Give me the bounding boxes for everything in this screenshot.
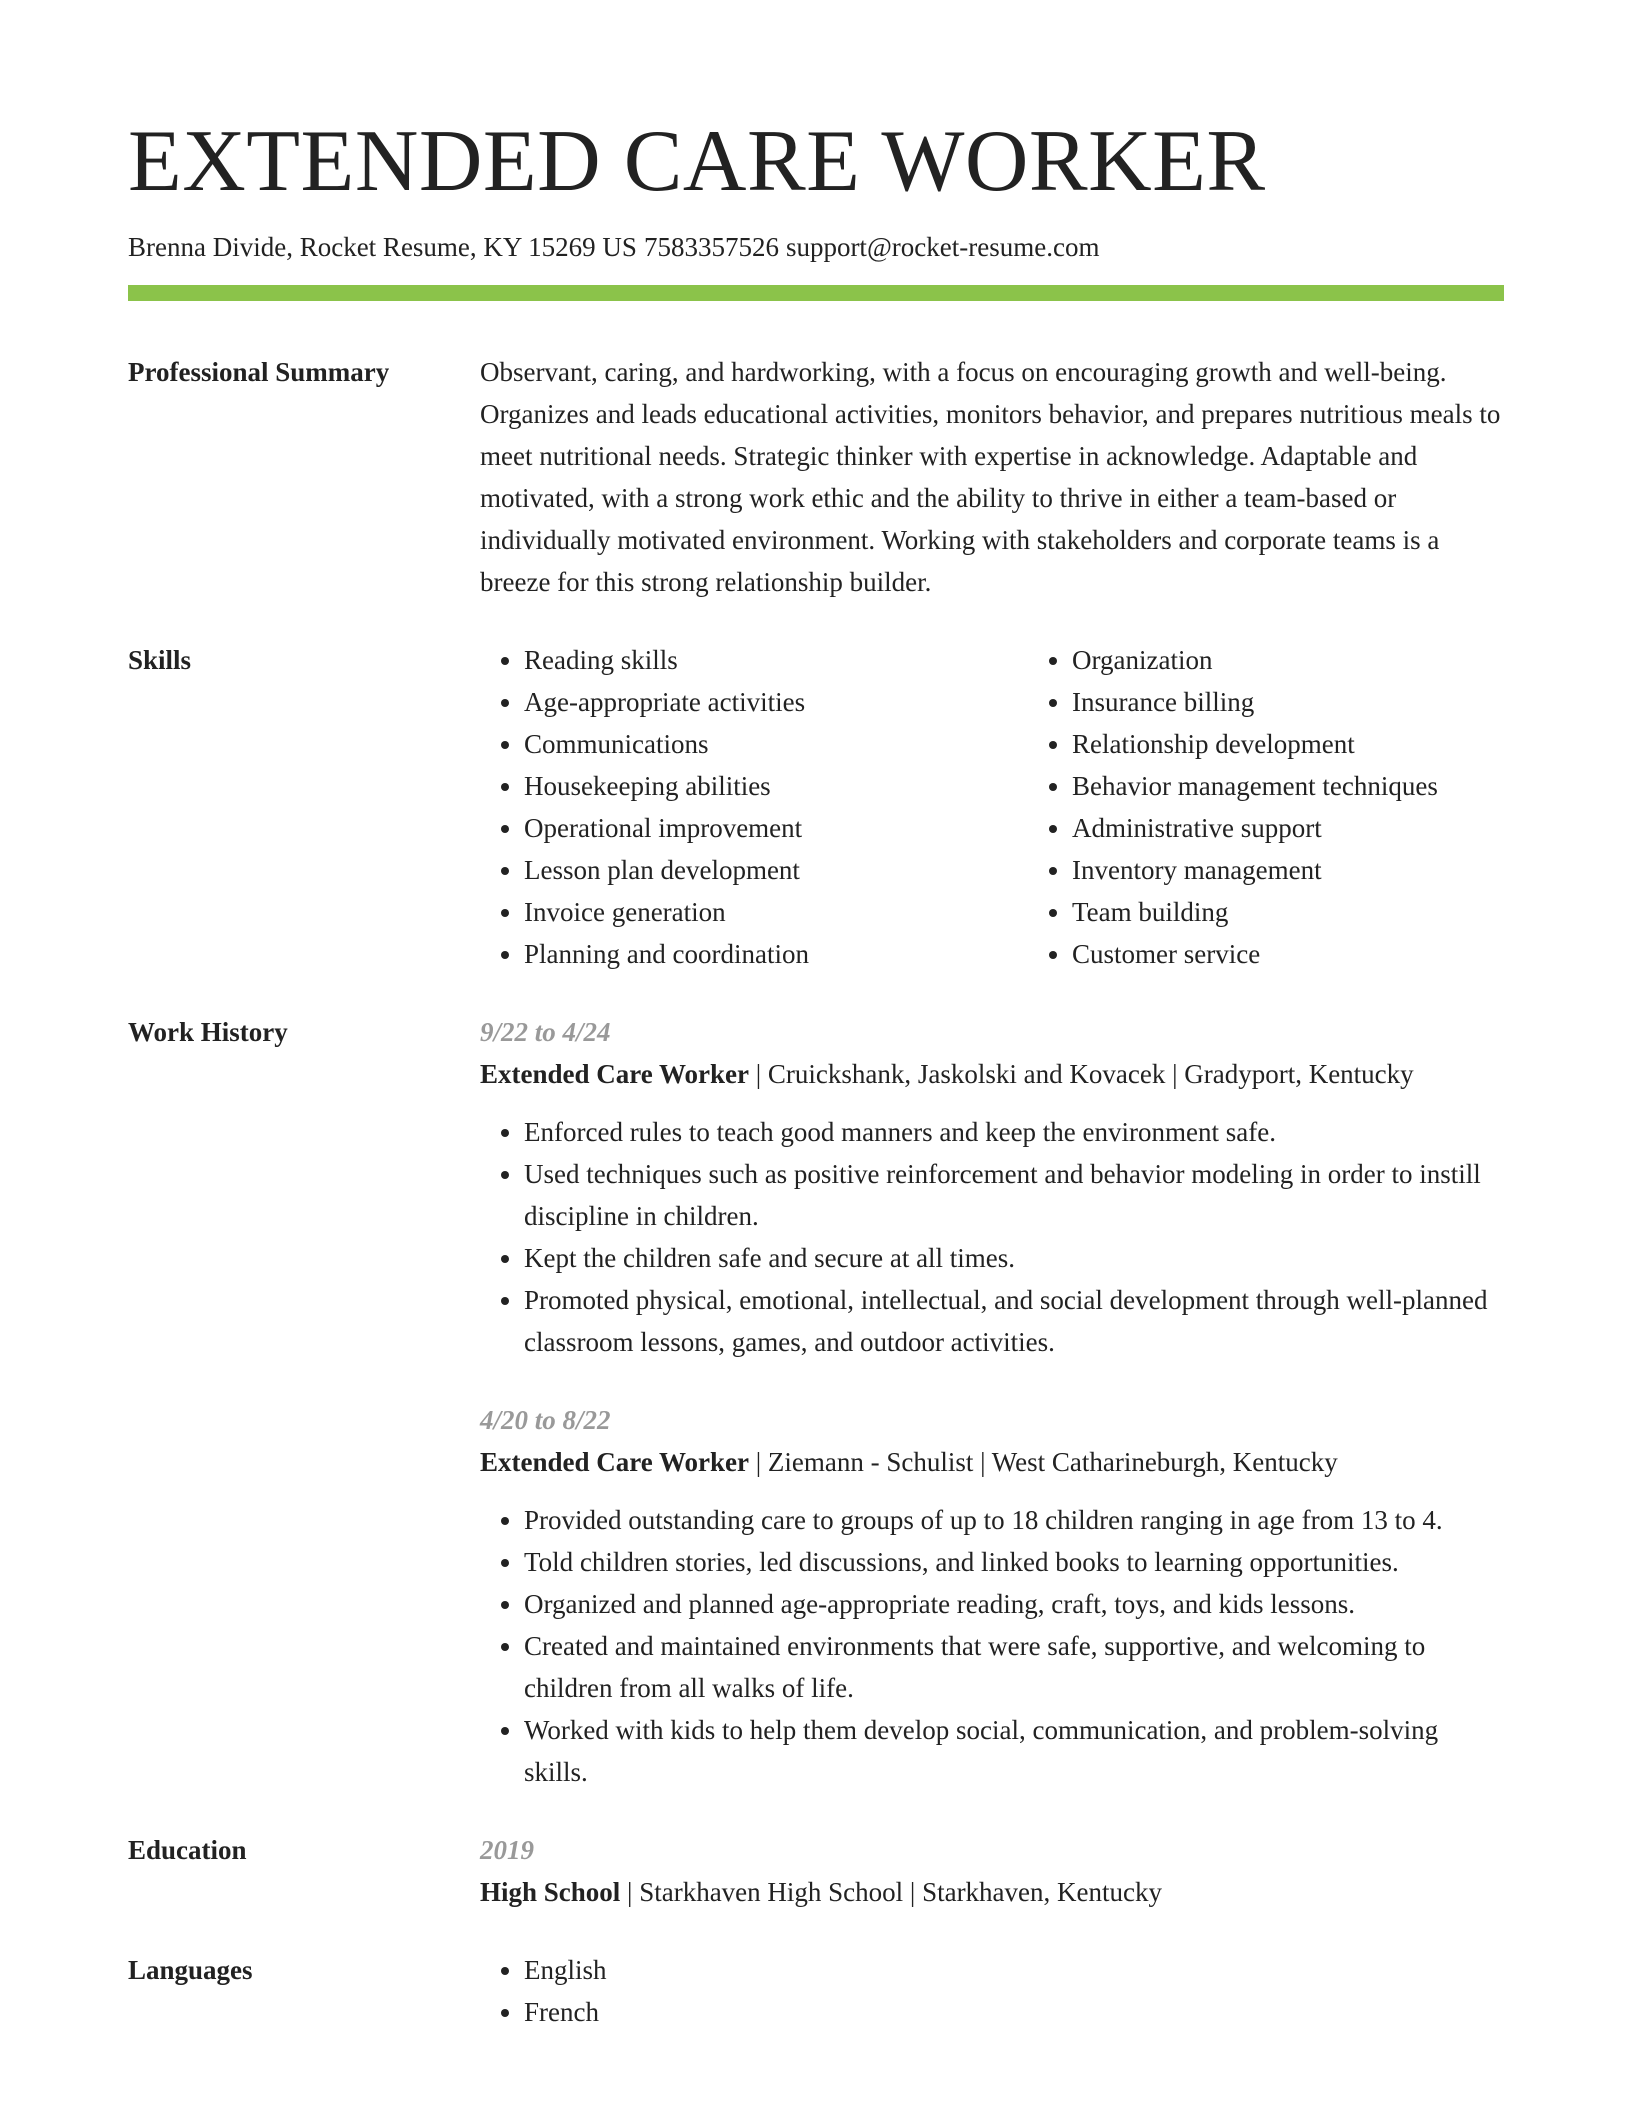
language-item: • French: [524, 1991, 1504, 2033]
job-dates: 4/20 to 8/22: [480, 1405, 611, 1436]
education-section: [128, 1829, 1504, 1913]
job-title: Extended Care Worker: [480, 1059, 749, 1090]
contact-address: Brenna Divide, Rocket Resume, KY 15269 US: [128, 232, 637, 262]
section-title-skills: Skills: [128, 645, 192, 676]
education-degree: High School: [480, 1877, 621, 1908]
skill-item: • Inventory management: [1072, 849, 1504, 891]
job-entry: [480, 1399, 1504, 1793]
summary-text: Observant, caring, and hardworking, with a focus on encouraging growth and well-being. Organizes and leads educational activities, monitors behavior, and prepares nutritious meals to meet nutritional needs. Strategic thinker with expertise in acknowledge. Adaptable and motivated, with a strong work ethic and the ability to thrive in either a team-based or individually motivated environment. Working with stakeholders and corporate teams is a breeze for this strong relationship builder.: [480, 357, 1501, 598]
job-bullet: • Provided outstanding care to groups of up to 18 children ranging in age from 13 to 4.: [524, 1499, 1504, 1541]
skill-item: • Organization: [1072, 639, 1504, 681]
contact-line: [128, 230, 1504, 265]
skill-item: • Housekeeping abilities: [524, 765, 1028, 807]
skills-list-left: [480, 639, 1028, 975]
skill-item: • Lesson plan development: [524, 849, 1028, 891]
section-title-education: Education: [128, 1835, 247, 1866]
summary-section: [128, 351, 1504, 603]
contact-phone: 7583357526: [643, 232, 779, 262]
job-entry: [480, 1011, 1504, 1363]
page-title: EXTENDED CARE WORKER: [128, 113, 1266, 210]
work-history-section: [128, 1011, 1504, 1793]
job-bullet: • Enforced rules to teach good manners and keep the environment safe.: [524, 1111, 1504, 1153]
job-heading: [480, 1053, 1504, 1095]
skills-section: [128, 639, 1504, 975]
education-heading: [480, 1871, 1504, 1913]
skill-item: • Planning and coordination: [524, 933, 1028, 975]
section-title-summary: Professional Summary: [128, 357, 390, 388]
skill-item: • Administrative support: [1072, 807, 1504, 849]
languages-body: [480, 1949, 1504, 2033]
job-bullet: • Organized and planned age-appropriate reading, craft, toys, and kids lessons.: [524, 1583, 1504, 1625]
skill-item: • Reading skills: [524, 639, 1028, 681]
accent-divider: [128, 285, 1504, 301]
education-details: | Starkhaven High School | Starkhaven, Kentucky: [627, 1877, 1162, 1908]
job-bullets: [480, 1111, 1504, 1363]
skill-item: • Team building: [1072, 891, 1504, 933]
job-bullet: • Told children stories, led discussions, and linked books to learning opportunities.: [524, 1541, 1504, 1583]
job-dates: 9/22 to 4/24: [480, 1017, 611, 1048]
job-bullet: • Promoted physical, emotional, intellectual, and social development through well-planned classroom lessons, games, and outdoor activities.: [524, 1279, 1504, 1363]
job-bullet: • Worked with kids to help them develop social, communication, and problem-solving skills.: [524, 1709, 1504, 1793]
job-details: | Cruickshank, Jaskolski and Kovacek | Gradyport, Kentucky: [755, 1059, 1414, 1090]
section-title-work-history: Work History: [128, 1017, 288, 1048]
contact-email: support@rocket-resume.com: [785, 232, 1100, 262]
skills-list-right: [1028, 639, 1504, 975]
language-item: • English: [524, 1949, 1504, 1991]
skill-item: • Insurance billing: [1072, 681, 1504, 723]
skill-item: • Age-appropriate activities: [524, 681, 1028, 723]
skill-item: • Operational improvement: [524, 807, 1028, 849]
languages-section: [128, 1949, 1504, 2033]
education-body: [480, 1829, 1504, 1913]
skills-grid: [480, 639, 1504, 975]
skill-item: • Relationship development: [1072, 723, 1504, 765]
summary-body: [480, 351, 1504, 603]
work-history-body: [480, 1011, 1504, 1793]
job-details: | Ziemann - Schulist | West Catharineburgh, Kentucky: [755, 1447, 1338, 1478]
section-title-languages: Languages: [128, 1955, 253, 1986]
job-bullets: [480, 1499, 1504, 1793]
skill-item: • Invoice generation: [524, 891, 1028, 933]
skill-item: • Customer service: [1072, 933, 1504, 975]
job-bullet: • Used techniques such as positive reinforcement and behavior modeling in order to instill discipline in children.: [524, 1153, 1504, 1237]
skill-item: • Behavior management techniques: [1072, 765, 1504, 807]
job-heading: [480, 1441, 1504, 1483]
languages-list: [480, 1949, 1504, 2033]
education-dates: 2019: [480, 1835, 534, 1866]
job-bullet: • Created and maintained environments that were safe, supportive, and welcoming to children from all walks of life.: [524, 1625, 1504, 1709]
job-bullet: • Kept the children safe and secure at all times.: [524, 1237, 1504, 1279]
skill-item: • Communications: [524, 723, 1028, 765]
job-title: Extended Care Worker: [480, 1447, 749, 1478]
